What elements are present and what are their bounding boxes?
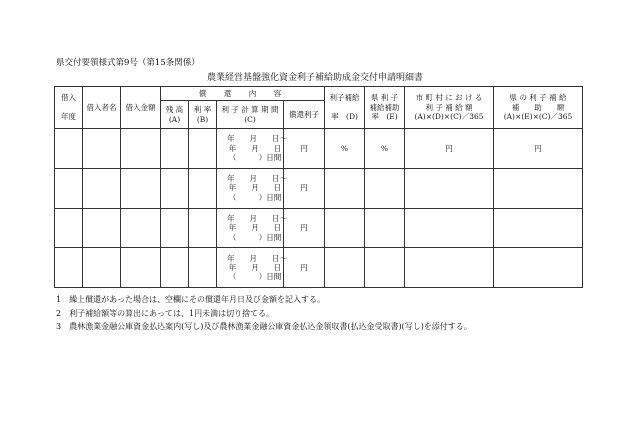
table-row [55,208,583,248]
application-detail-table [54,86,583,288]
cell-pref-amount[interactable]: 円 [494,129,583,169]
cell-pref-subsidy-rate[interactable]: % [365,129,405,169]
header-repay-interest: 償還利子 [284,101,325,129]
cell-rate[interactable] [189,208,217,248]
cell-pref-amount[interactable] [494,208,583,248]
notes [56,293,472,334]
table-row [55,248,583,288]
header-rate: 利 率 (B) [189,101,217,129]
header-subsidy-rate: 利子補給 率 (D) [325,87,365,129]
header-period: 利 子 計 算 期 間 (C) [217,101,284,129]
cell-period[interactable]: 年 月 日～ 年 月 日 （ ）日間 [217,208,284,248]
cell-municipal-amount[interactable]: 円 [405,129,494,169]
cell-pref-subsidy-rate[interactable] [365,248,405,288]
cell-balance[interactable] [161,129,189,169]
note-item: 3 農林漁業金融公庫資金払込案内(写し)及び農林漁業金融公庫資金払込金領収書(払込金受取書)(写し)を添付する。 [56,322,472,331]
cell-subsidy-rate[interactable] [325,248,365,288]
cell-loan-amount[interactable] [121,208,161,248]
cell-loan-year[interactable] [55,248,83,288]
header-loan-year: 借入 年度 [55,87,83,129]
note-item: 1 繰上償還があった場合は、空欄にその償還年月日及び金額を記入する。 [56,295,326,304]
header-pref-subsidy-rate: 県 利 子 補給補助 率 (E) [365,87,405,129]
cell-loan-year[interactable] [55,129,83,169]
cell-period[interactable]: 年 月 日～ 年 月 日 （ ）日間 [217,248,284,288]
cell-subsidy-rate[interactable] [325,208,365,248]
cell-rate[interactable] [189,129,217,169]
header-repayment-group: 償 還 内 容 [161,87,325,101]
cell-subsidy-rate[interactable]: % [325,129,365,169]
cell-loan-amount[interactable] [121,168,161,208]
cell-repay-interest[interactable]: 円 [284,248,325,288]
table-row [55,129,583,169]
cell-loan-year[interactable] [55,168,83,208]
cell-rate[interactable] [189,168,217,208]
cell-loan-amount[interactable] [121,248,161,288]
cell-municipal-amount[interactable] [405,168,494,208]
cell-pref-amount[interactable] [494,168,583,208]
cell-repay-interest[interactable]: 円 [284,168,325,208]
cell-loan-year[interactable] [55,208,83,248]
cell-pref-subsidy-rate[interactable] [365,168,405,208]
cell-borrower[interactable] [83,248,121,288]
cell-borrower[interactable] [83,168,121,208]
header-loan-amount: 借入金額 [121,87,161,129]
header-municipal-amount: 市 町 村 に お け る 利 子 補 給 額 (A)×(D)×(C)／365 [405,87,494,129]
cell-period[interactable]: 年 月 日～ 年 月 日 （ ）日間 [217,168,284,208]
note-item: 2 利子補給額等の算出にあっては、1円未満は切り捨てる。 [56,308,275,318]
cell-period[interactable]: 年 月 日～ 年 月 日 （ ）日間 [217,129,284,169]
cell-borrower[interactable] [83,208,121,248]
cell-municipal-amount[interactable] [405,208,494,248]
cell-rate[interactable] [189,248,217,288]
cell-loan-amount[interactable] [121,129,161,169]
cell-balance[interactable] [161,248,189,288]
form-title: 農業経営基盤強化資金利子補給助成金交付申請明細書 [206,73,423,83]
cell-pref-subsidy-rate[interactable] [365,208,405,248]
cell-repay-interest[interactable]: 円 [284,208,325,248]
cell-subsidy-rate[interactable] [325,168,365,208]
cell-balance[interactable] [161,208,189,248]
cell-pref-amount[interactable] [494,248,583,288]
cell-balance[interactable] [161,168,189,208]
cell-borrower[interactable] [83,129,121,169]
header-pref-amount: 県 の 利 子 補 給 補 助 額 (A)×(E)×(C)／365 [494,87,583,129]
header-borrower: 借入者名 [83,87,121,129]
cell-repay-interest[interactable]: 円 [284,129,325,169]
form-number: 県交付要領様式第9号（第15条関係） [56,58,200,68]
cell-municipal-amount[interactable] [405,248,494,288]
header-balance: 残 高 (A) [161,101,189,129]
table-row [55,168,583,208]
